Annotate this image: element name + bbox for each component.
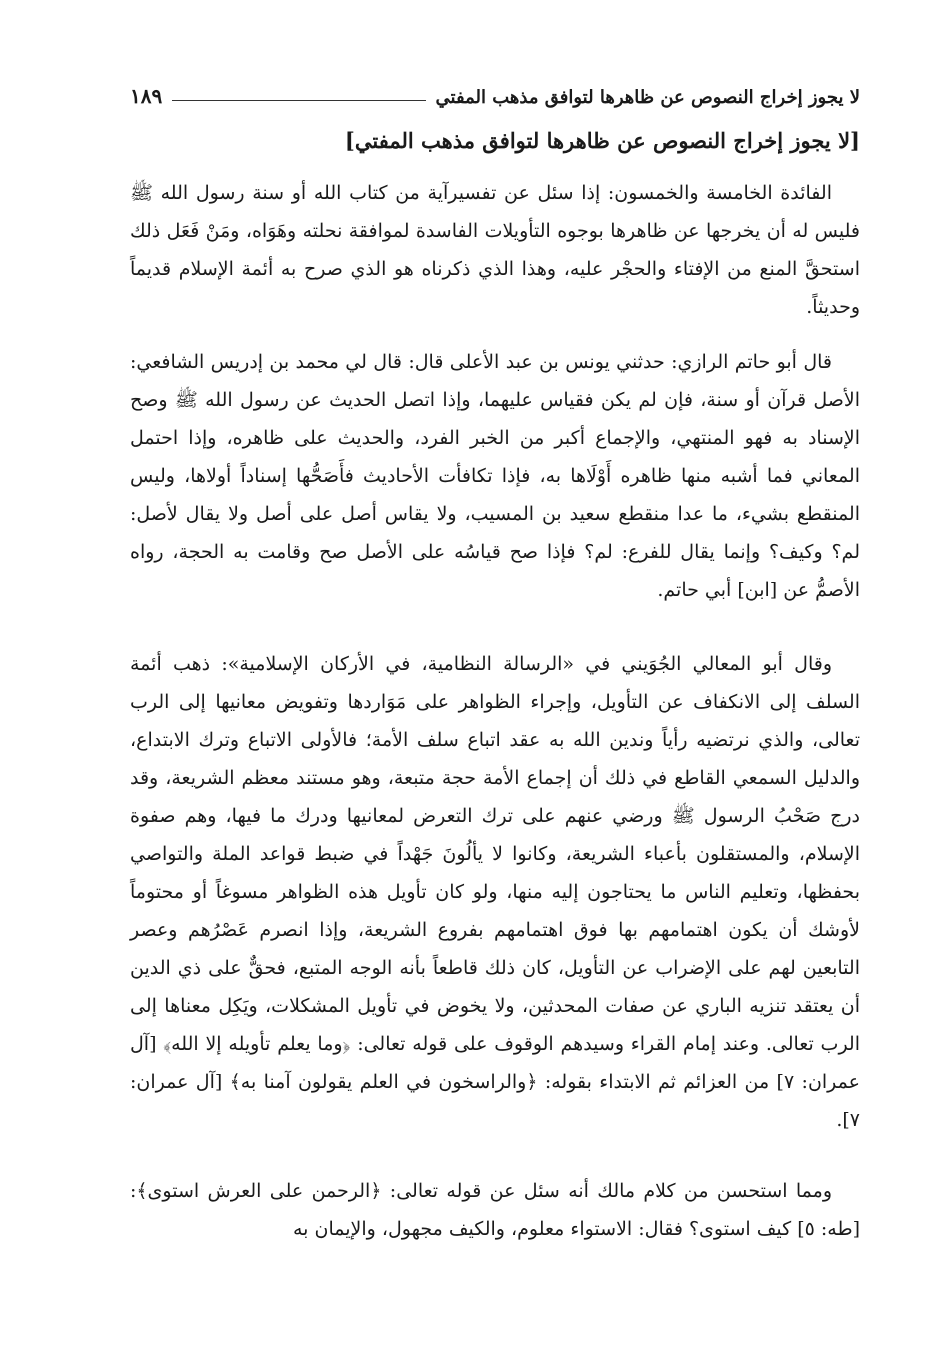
running-header (130, 78, 860, 108)
running-title: لا يجوز إخراج النصوص عن ظاهرها لتوافق مذهب المفتي (435, 87, 860, 108)
paragraph-juwayni: وقال أبو المعالي الجُوَيني في «الرسالة النظامية، في الأركان الإسلامية»: ذهب أئمة السلف إلى الانكفاف عن التأويل، وإجراء الظواهر على مَوَاردها وتفويض معانيها إلى الرب تعالى، والذي نرتضيه رأياً وندين الله به عقد اتباع سلف الأمة؛ فالأولى الاتباع وترك الابتداع، والدليل السمعي القاطع في ذلك أن إجماع الأمة حجة متبعة، وهو مستند معظم الشريعة، وقد درج صَحْبُ الرسول ﷺ ورضي عنهم على ترك التعرض لمعانيها ودرك ما فيها، وهم صفوة الإسلام، والمستقلون بأعباء الشريعة، وكانوا لا يألُونَ جَهْداً في ضبط قواعد الملة والتواصي بحفظها، وتعليم الناس ما يحتاجون إليه منها، ولو كان تأويل هذه الظواهر مسوغاً أو محتوماً لأوشك أن يكون اهتمامهم بها فوق اهتمامهم بفروع الشريعة، وإذا انصرم عَصْرُهم وعصر التابعين لهم على الإضراب عن التأويل، كان ذلك قاطعاً بأنه الوجه المتبع، فحقٌّ على ذي الدين أن يعتقد تنزيه الباري عن صفات المحدثين، ولا يخوض في تأويل المشكلات، ويَكِل معناها إلى الرب تعالى. وعند إمام القراء وسيدهم الوقوف على قوله تعالى: ﴿وما يعلم تأويله إلا الله﴾ [آل عمران: ٧] من العزائم ثم الابتداء بقوله: ﴿والراسخون في العلم يقولون آمنا به﴾ [آل عمران: ٧]. (130, 653, 860, 1131)
paragraph-abu-hatim: قال أبو حاتم الرازي: حدثني يونس بن عبد الأعلى قال: قال لي محمد بن إدريس الشافعي: الأصل قرآن أو سنة، فإن لم يكن فقياس عليهما، وإذا اتصل الحديث عن رسول الله ﷺ وصح الإسناد به فهو المنتهي، والإجماع أكبر من الخبر الفرد، والحديث على ظاهره، وإذا احتمل المعاني فما أشبه منها ظاهره أَوْلَاها به، فإذا تكافأت الأحاديث فأَصَحُّها إسناداً أولاها، وليس المنقطع بشيء، ما عدا منقطع سعيد بن المسيب، ولا يقاس أصل على أصل ولا يقال لأصل: لم؟ وكيف؟ وإنما يقال للفرع: لم؟ فإذا صح قياسُه على الأصل صح وقامت به الحجة، رواه الأصمُّ عن [ابن] أبي حاتم. (130, 351, 860, 601)
section-heading: [لا يجوز إخراج النصوص عن ظاهرها لتوافق مذهب المفتي] (344, 128, 860, 153)
page-number: ١٨٩ (130, 84, 163, 108)
header-rule (172, 100, 425, 101)
paragraph-fifty-fifth-benefit: الفائدة الخامسة والخمسون: إذا سئل عن تفسيرآية من كتاب الله أو سنة رسول الله ﷺ فليس له أن يخرجها عن ظاهرها بوجوه التأويلات الفاسدة لموافقة نحلته وهَوَاه، ومَنْ فَعَل ذلك استحقَّ المنع من الإفتاء والحجْر عليه، وهذا الذي ذكرناه هو الذي صرح به أئمة الإسلام قديماً وحديثاً. (130, 182, 860, 318)
paragraph-malik: ومما استحسن من كلام مالك أنه سئل عن قوله تعالى: ﴿الرحمن على العرش استوى﴾: [طه: ٥] كيف استوى؟ فقال: الاستواء معلوم، والكيف مجهول، والإيمان به (130, 1180, 860, 1240)
